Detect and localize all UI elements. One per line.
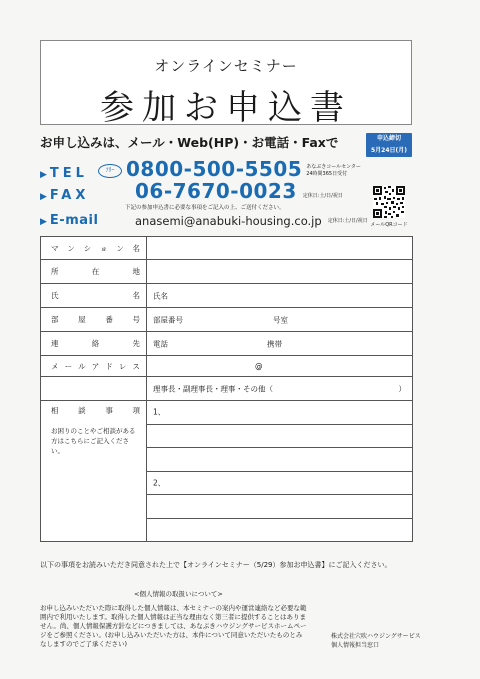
application-form bbox=[40, 236, 413, 542]
fax-instruction: 下記の参加申込書に必要な事項をご記入の上、ご送付ください。 bbox=[125, 205, 285, 211]
phone-prefix: 電話 bbox=[153, 339, 168, 348]
consultation-line[interactable] bbox=[147, 424, 413, 448]
contact-field[interactable] bbox=[147, 332, 413, 356]
name-field[interactable] bbox=[147, 284, 413, 308]
room-number-label: 部 屋 番 号 bbox=[41, 308, 147, 332]
company-dept: 個人情報担当窓口 bbox=[331, 642, 380, 649]
deadline-label: 申込締切 bbox=[376, 135, 401, 142]
deadline-date: 5月24日(月) bbox=[370, 147, 407, 154]
tel-note: あなぶきコールセンター 24時間365日受付 bbox=[306, 164, 361, 177]
consultation-line[interactable] bbox=[147, 495, 413, 519]
company-info bbox=[331, 632, 421, 650]
consultation-note: お困りのことやご相談がある方はこちらにご記入ください。 bbox=[51, 427, 136, 455]
name-prefix: 氏名 bbox=[153, 291, 168, 300]
email-label: ▶ E-mail bbox=[40, 213, 99, 228]
address-field[interactable] bbox=[147, 260, 413, 284]
consultation-item-1[interactable] bbox=[147, 401, 413, 425]
room-number-field[interactable] bbox=[147, 308, 413, 332]
contact-label: 連 絡 先 bbox=[41, 332, 147, 356]
email-address-label: メ ー ル ア ド レ ス bbox=[41, 356, 147, 377]
intro-text: お申し込みは、メール・Web(HP)・お電話・Faxで bbox=[40, 135, 339, 150]
consultation-line[interactable] bbox=[147, 518, 413, 542]
room-prefix: 部屋番号 bbox=[153, 315, 183, 324]
item-1-marker: 1、 bbox=[153, 407, 166, 417]
deadline-badge bbox=[366, 133, 412, 157]
tel-label: ▶ TEL bbox=[40, 166, 88, 181]
fax-row bbox=[40, 179, 343, 203]
title-sub: オンラインセミナー bbox=[154, 57, 298, 75]
mansion-name-field[interactable] bbox=[147, 237, 413, 260]
room-suffix: 号室 bbox=[273, 315, 288, 324]
arrow-icon: ▶ bbox=[40, 217, 47, 227]
consultation-item-2[interactable] bbox=[147, 471, 413, 495]
mobile-prefix: 携帯 bbox=[267, 339, 282, 348]
privacy-body: お申し込みいただいた際に取得した個人情報は、本セミナーの案内や運営連絡など必要な範囲内で利用いたします。取得した個人情報は正当な理由なく第三者に提供することはありません。尚、個人情報保護方針などにつきましては、あなぶきハウジングサービスホームページをご参照ください。(お申し込みいただいた方は、本件について同意いただいたものとみなしますのでご了承ください) bbox=[40, 604, 307, 648]
company-name: 株式会社穴吹ハウジングサービス bbox=[331, 633, 421, 640]
fax-number[interactable]: 06-7670-0023 bbox=[135, 179, 297, 203]
email-row bbox=[40, 213, 368, 228]
qr-code-icon[interactable] bbox=[373, 186, 405, 218]
title-main: 参加お申込書 bbox=[100, 88, 352, 128]
role-field[interactable] bbox=[147, 377, 413, 401]
arrow-icon: ▶ bbox=[40, 170, 47, 180]
tel-number[interactable]: 0800-500-5505 bbox=[126, 157, 303, 181]
consultation-label: 相 談 事 項 お困りのことやご相談がある方はこちらにご記入ください。 bbox=[41, 401, 147, 542]
email-note: 定休日:土/日/祝日 bbox=[327, 218, 368, 224]
privacy-title: <個人情報の取扱いについて> bbox=[134, 590, 223, 598]
address-label: 所 在 地 bbox=[41, 260, 147, 284]
mansion-name-label: マ ン シ ョ ン 名 bbox=[41, 237, 147, 260]
role-options: 理事長・副理事長・理事・その他（ bbox=[153, 384, 273, 393]
item-2-marker: 2、 bbox=[153, 478, 166, 488]
email-address[interactable]: anasemi@anabuki-housing.co.jp bbox=[135, 214, 322, 228]
fax-label: ▶ FAX bbox=[40, 188, 90, 203]
free-dial-icon: ﾌﾘｰ bbox=[98, 164, 122, 178]
agreement-text: 以下の事項をお読みいただき同意された上で【オンラインセミナー（5/29）参加お申込書】にご記入ください。 bbox=[40, 561, 392, 569]
role-label-empty bbox=[41, 377, 147, 401]
role-close: ） bbox=[398, 384, 406, 393]
at-mark: @ bbox=[255, 361, 263, 371]
qr-label: メールQRコード bbox=[370, 222, 408, 228]
name-label: 氏 名 bbox=[41, 284, 147, 308]
tel-row bbox=[40, 157, 361, 181]
consultation-line[interactable] bbox=[147, 448, 413, 472]
title-box bbox=[40, 40, 412, 128]
email-address-field[interactable] bbox=[147, 356, 413, 377]
arrow-icon: ▶ bbox=[40, 192, 47, 202]
fax-note: 定休日:土/日/祝日 bbox=[302, 193, 343, 199]
